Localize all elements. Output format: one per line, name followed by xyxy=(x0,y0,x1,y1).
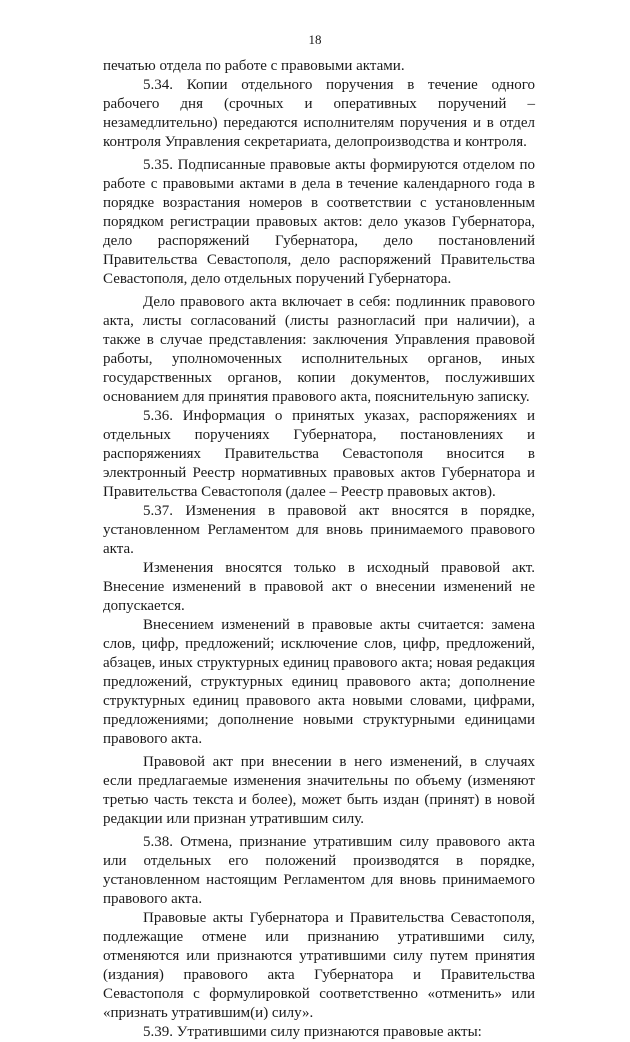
paragraph-5-34: 5.34. Копии отдельного поручения в течение одного рабочего дня (срочных и оперативных поручений – незамедлительно) передаются исполнителям поручения и в отдел контроля Управления секретариата, делопроизводства и контроля. xyxy=(103,77,535,150)
paragraph-new-edition: Правовой акт при внесении в него изменений, в случаях если предлагаемые изменения значительны по объему (изменяют третью часть текста и более), может быть издан (принят) в новой редакции или признан утратившим силу. xyxy=(103,754,535,827)
paragraph-5-37: 5.37. Изменения в правовой акт вносятся в порядке, установленном Регламентом для вновь принимаемого правового акта. xyxy=(103,503,535,557)
paragraph-5-39: 5.39. Утратившими силу признаются правовые акты: xyxy=(143,1024,482,1040)
page-number: 18 xyxy=(308,32,322,47)
paragraph-repeal: Правовые акты Губернатора и Правительства Севастополя, подлежащие отмене или признанию утратившими силу, отменяются или признаются утратившими силу путем принятия (издания) правового акта Губернатора и Правительства Севастополя с формулировкой соответственно «отменить» или «признать утратившим(и) силу». xyxy=(103,910,535,1021)
paragraph-case-contents: Дело правового акта включает в себя: подлинник правового акта, листы согласований (листы разногласий при наличии), а также в случае представления: заключения Управления правовой работы, уполномоченных исполнительных органов, иных государственных органов, копии документов, послуживших основанием для принятия правового акта, пояснительную записку. xyxy=(103,294,535,405)
paragraph-continuation: печатью отдела по работе с правовыми актами. xyxy=(103,58,405,74)
document-body xyxy=(103,57,535,1042)
paragraph-5-38: 5.38. Отмена, признание утратившим силу правового акта или отдельных его положений производятся в порядке, установленном настоящим Регламентом для вновь принимаемого правового акта. xyxy=(103,834,535,907)
paragraph-changes-rule: Изменения вносятся только в исходный правовой акт. Внесение изменений в правовой акт о внесении изменений не допускается. xyxy=(103,560,535,614)
paragraph-changes-definition: Внесением изменений в правовые акты считается: замена слов, цифр, предложений; исключение слов, цифр, предложений, абзацев, иных структурных единиц правового акта; новая редакция предложений, структурных единиц правового акта; дополнение структурных единиц правового акта новыми словами, цифрами, предложениями; дополнение новыми структурными единицами правового акта. xyxy=(103,617,535,747)
paragraph-5-35: 5.35. Подписанные правовые акты формируются отделом по работе с правовыми актами в дела в течение календарного года в порядке возрастания номеров в соответствии с установленным порядком регистрации правовых актов: дело указов Губернатора, дело распоряжений Губернатора, дело постановлений Правительства Севастополя, дело распоряжений Правительства Севастополя, дело отдельных поручений Губернатора. xyxy=(103,157,535,287)
paragraph-5-36: 5.36. Информация о принятых указах, распоряжениях и отдельных поручениях Губернатора, постановлениях и распоряжениях Правительства Севастополя вносится в электронный Реестр нормативных правовых актов Губернатора и Правительства Севастополя (далее – Реестр правовых актов). xyxy=(103,408,535,500)
